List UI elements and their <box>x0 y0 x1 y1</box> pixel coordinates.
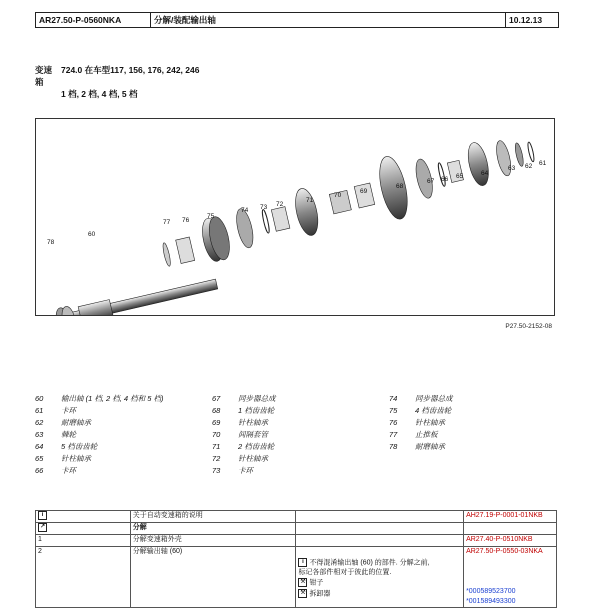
part-label: 76 <box>182 217 190 224</box>
part-label: 67 <box>427 178 435 185</box>
part-label: 61 <box>539 160 547 167</box>
disassemble-icon-cell <box>36 523 131 535</box>
legend-text: 针柱轴承 <box>415 418 445 427</box>
legend-num: 64 <box>35 442 44 451</box>
legend-num: 62 <box>35 418 44 427</box>
legend-num: 73 <box>212 466 221 475</box>
legend-text: 同步器总成 <box>238 394 276 403</box>
tool-icon: ⚒ <box>300 579 306 586</box>
doc-id: AR27.50-P-0560NKA <box>36 13 151 27</box>
row-text: 分解变速箱外壳 <box>130 535 296 547</box>
legend-text: 2 档齿齿轮 <box>238 442 275 451</box>
part-label: 74 <box>241 207 249 214</box>
info-icon: i <box>298 558 307 567</box>
part-label: 77 <box>163 219 171 226</box>
part-label: 64 <box>481 170 489 177</box>
legend-text: 4 档齿齿轮 <box>415 406 452 415</box>
legend-text: 针柱轴承 <box>238 454 268 463</box>
table-row <box>36 547 557 608</box>
legend-text: 耐磨轴承 <box>415 442 445 451</box>
legend-col-3 <box>389 393 453 453</box>
legend-text: 输出轴 (1 档, 2 档, 4 档和 5 档) <box>61 394 164 403</box>
legend-num: 70 <box>212 430 221 439</box>
part-label: 66 <box>441 176 449 183</box>
legend-text: 同步器总成 <box>415 394 453 403</box>
legend-num: 75 <box>389 406 398 415</box>
legend-num: 61 <box>35 406 44 415</box>
exploded-view-figure <box>35 118 555 316</box>
legend-col-2 <box>212 393 276 477</box>
legend-text: 卡环 <box>238 466 253 475</box>
legend-num: 78 <box>389 442 398 451</box>
legend-num: 67 <box>212 394 221 403</box>
part-label: 65 <box>456 173 464 180</box>
legend-text: 1 档齿齿轮 <box>238 406 275 415</box>
step-note <box>296 547 464 608</box>
tool-name: 拆卸器 <box>309 590 331 598</box>
tool-link[interactable]: *000589523700 <box>466 588 516 595</box>
row-text: 分解 <box>130 523 296 535</box>
table-row <box>36 535 557 547</box>
step-refs <box>464 547 557 608</box>
disassemble-icon: ↗ <box>39 524 46 530</box>
output-shaft-exploded-drawing <box>36 119 554 315</box>
legend-num: 71 <box>212 442 221 451</box>
legend-num: 76 <box>389 418 398 427</box>
part-label: 71 <box>306 197 314 204</box>
shaft-parts <box>37 124 548 315</box>
legend-num: 65 <box>35 454 44 463</box>
legend-text: 5 档齿齿轮 <box>61 442 98 451</box>
legend-num: 69 <box>212 418 221 427</box>
legend-num: 66 <box>35 466 44 475</box>
doc-title: 分解/装配输出轴 <box>151 13 506 27</box>
table-row <box>36 523 557 535</box>
info-icon: i <box>38 511 47 520</box>
row-text: 关于自动变速箱的说明 <box>130 511 296 523</box>
doc-date: 10.12.13 <box>509 15 543 25</box>
legend-text: 止推板 <box>415 430 438 439</box>
product-gears: 1 档, 2 档, 4 档, 5 档 <box>61 89 138 99</box>
part-label: 72 <box>276 201 284 208</box>
legend-text: 针柱轴承 <box>238 418 268 427</box>
legend-text: 卡环 <box>61 466 76 475</box>
part-label: 78 <box>47 239 55 246</box>
part-label: 69 <box>360 188 368 195</box>
note-line: 标记各部件相对于彼此的位置. <box>298 569 392 577</box>
figure-ref: P27.50-2152-08 <box>505 323 552 330</box>
product-model: 724.0 在车型117, 156, 176, 242, 246 <box>61 65 200 75</box>
procedure-table <box>35 510 557 608</box>
doc-link[interactable]: AH27.19-P-0001-01NKB <box>464 511 557 523</box>
part-label: 60 <box>88 231 96 238</box>
part-label: 75 <box>207 213 215 220</box>
legend-col-1 <box>35 393 164 477</box>
legend-text: 耐磨轴承 <box>61 418 91 427</box>
doc-link[interactable]: AR27.50-P-0550-03NKA <box>466 548 543 555</box>
legend-num: 68 <box>212 406 221 415</box>
legend-num: 74 <box>389 394 398 403</box>
tool-link[interactable]: *001589493300 <box>466 598 516 605</box>
doc-link[interactable]: AR27.40-P-0510NKB <box>464 535 557 547</box>
tool-name: 钳子 <box>309 579 324 587</box>
legend-text: 卡环 <box>61 406 76 415</box>
legend-num: 60 <box>35 394 44 403</box>
part-label: 73 <box>260 204 268 211</box>
part-label: 68 <box>396 183 404 190</box>
legend-text: 针柱轴承 <box>61 454 91 463</box>
table-row <box>36 511 557 523</box>
legend-text: 棘轮 <box>61 430 76 439</box>
product-label: 变速箱 <box>35 65 53 87</box>
part-label: 70 <box>334 192 342 199</box>
legend-num: 63 <box>35 430 44 439</box>
legend-num: 72 <box>212 454 221 463</box>
step-number: 2 <box>36 547 131 608</box>
info-icon-cell <box>36 511 131 523</box>
part-label: 62 <box>525 163 533 170</box>
step-number: 1 <box>36 535 131 547</box>
part-label: 63 <box>508 165 516 172</box>
legend-text: 间隔套管 <box>238 430 268 439</box>
row-text: 分解输出轴 (60) <box>130 547 296 608</box>
legend-num: 77 <box>389 430 398 439</box>
note-line: 不得混淆输出轴 (60) 的部件. 分解之前, <box>309 559 430 567</box>
document-header <box>35 12 559 28</box>
tool-icon: ⚒ <box>300 589 306 596</box>
